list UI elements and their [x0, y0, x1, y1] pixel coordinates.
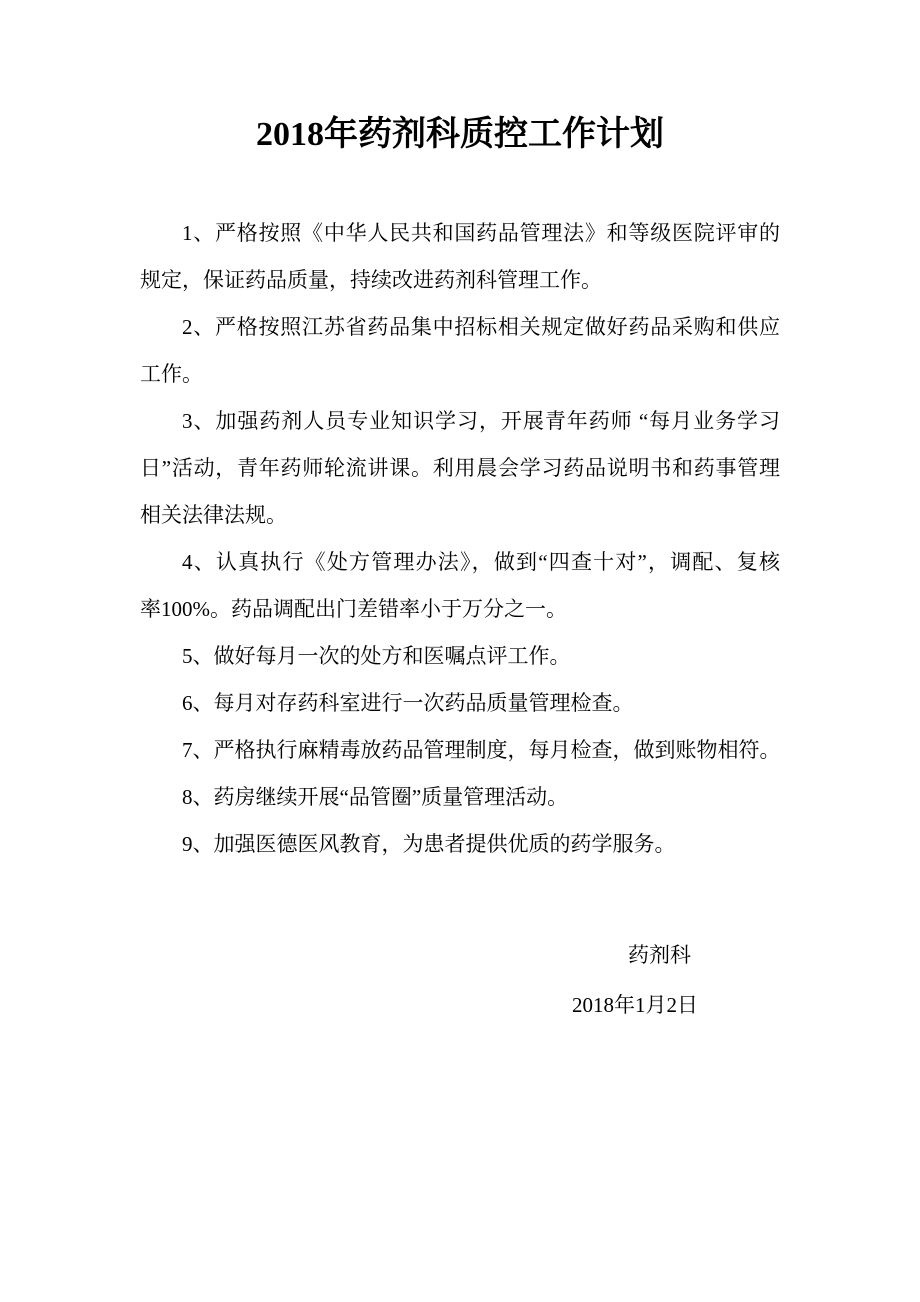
document-title: 2018年药剂科质控工作计划	[256, 116, 664, 153]
plan-item	[140, 774, 780, 821]
plan-item-line: 规定，保证药品质量，持续改进药剂科管理工作。	[140, 268, 602, 292]
signature-date: 2018年1月2日	[572, 993, 698, 1017]
plan-item	[140, 539, 780, 633]
plan-item-line: 6、每月对存药科室进行一次药品质量管理检查。	[182, 691, 634, 715]
plan-item	[140, 398, 780, 539]
plan-item-line: 相关法律法规。	[140, 503, 287, 527]
plan-item	[140, 304, 780, 398]
plan-item-line: 1、严格按照《中华人民共和国药品管理法》和等级医院评审的	[182, 221, 780, 245]
signature-department: 药剂科	[628, 943, 691, 967]
plan-item-line: 率100%。药品调配出门差错率小于万分之一。	[140, 597, 567, 621]
plan-item	[140, 821, 780, 868]
plan-item-line: 工作。	[140, 362, 203, 386]
plan-item	[140, 727, 780, 774]
plan-item-line: 日”活动，青年药师轮流讲课。利用晨会学习药品说明书和药事管理	[140, 456, 780, 480]
plan-item-line: 9、加强医德医风教育，为患者提供优质的药学服务。	[182, 832, 676, 856]
plan-item	[140, 633, 780, 680]
plan-item	[140, 210, 780, 304]
plan-item-line: 2、严格按照江苏省药品集中招标相关规定做好药品采购和供应	[182, 315, 780, 339]
plan-item-line: 8、药房继续开展“品管圈”质量管理活动。	[182, 785, 569, 809]
document-body	[140, 210, 780, 868]
plan-item	[140, 680, 780, 727]
plan-item-line: 3、加强药剂人员专业知识学习，开展青年药师 “每月业务学习	[182, 409, 780, 433]
plan-item-line: 4、认真执行《处方管理办法》，做到“四查十对”，调配、复核	[182, 550, 780, 574]
plan-item-line: 7、严格执行麻精毒放药品管理制度，每月检查，做到账物相符。	[182, 738, 781, 762]
plan-item-line: 5、做好每月一次的处方和医嘱点评工作。	[182, 644, 571, 668]
